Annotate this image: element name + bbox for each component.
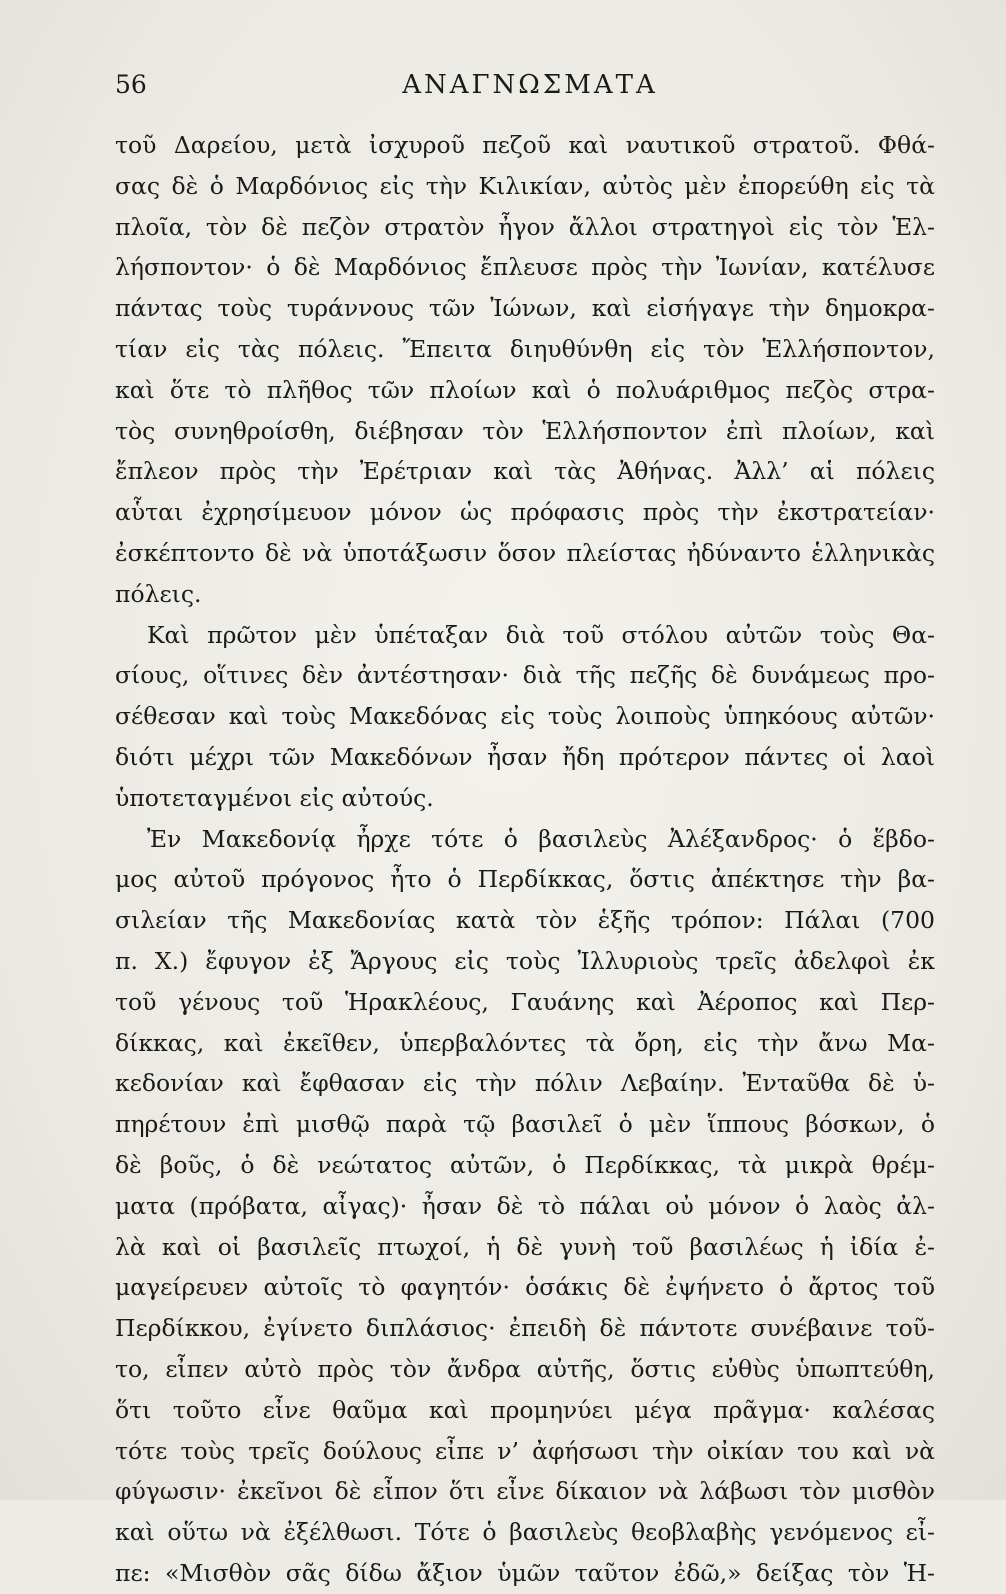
text-line: τοῦ Δαρείου, μετὰ ἰσχυροῦ πεζοῦ καὶ ναυτικοῦ στρατοῦ. Φθά- xyxy=(115,131,935,159)
text-line: Ἐν Μακεδονίᾳ ἦρχε τότε ὁ βασιλεὺς Ἀλέξανδρος· ὁ ἕβδο- xyxy=(147,824,935,853)
text-line: πάντας τοὺς τυράννους τῶν Ἰώνων, καὶ εἰσήγαγε τὴν δημοκρα- xyxy=(115,294,935,323)
text-line: καὶ οὕτω νὰ ἐξέλθωσι. Τότε ὁ βασιλεὺς θεοβλαβὴς γενόμενος εἶ- xyxy=(115,1518,935,1547)
text-line: μαγείρευεν αὐτοῖς τὸ φαγητόν· ὁσάκις δὲ ἐψήνετο ὁ ἄρτος τοῦ xyxy=(115,1273,935,1302)
page-number: 56 xyxy=(115,70,147,99)
text-line: μος αὐτοῦ πρόγονος ἦτο ὁ Περδίκκας, ὅστις ἀπέκτησε τὴν βα- xyxy=(115,865,935,894)
text-line: το, εἶπεν αὐτὸ πρὸς τὸν ἄνδρα αὐτῆς, ὅστις εὐθὺς ὑπωπτεύθη, xyxy=(115,1354,935,1383)
text-line: ὑποτεταγμένοι εἰς αὐτούς. xyxy=(115,783,434,812)
text-line: λήσποντον· ὁ δὲ Μαρδόνιος ἔπλευσε πρὸς τὴν Ἰωνίαν, κατέλυσε xyxy=(115,253,935,282)
text-line: αὗται ἐχρησίμευον μόνον ὡς πρόφασις πρὸς τὴν ἐκστρατείαν· xyxy=(115,498,935,527)
text-line: τοῦ γένους τοῦ Ἡρακλέους, Γαυάνης καὶ Ἀέροπος καὶ Περ- xyxy=(115,987,935,1016)
text-line: σας δὲ ὁ Μαρδόνιος εἰς τὴν Κιλικίαν, αὐτὸς μὲν ἐπορεύθη εἰς τὰ xyxy=(115,171,935,200)
text-line: φύγωσιν· ἐκεῖνοι δὲ εἶπον ὅτι εἶνε δίκαιον νὰ λάβωσι τὸν μισθὸν xyxy=(115,1477,935,1506)
body-text xyxy=(115,125,935,1594)
text-line: ὅτι τοῦτο εἶνε θαῦμα καὶ προμηνύει μέγα πρᾶγμα· καλέσας xyxy=(115,1395,935,1424)
text-line: σέθεσαν καὶ τοὺς Μακεδόνας εἰς τοὺς λοιποὺς ὑπηκόους αὐτῶν· xyxy=(115,702,935,731)
text-line: τότε τοὺς τρεῖς δούλους εἶπε ν’ ἀφήσωσι τὴν οἰκίαν του καὶ νὰ xyxy=(115,1436,935,1465)
text-line: πε: «Μισθὸν σᾶς δίδω ἄξιον ὑμῶν ταῦτον ἐδῶ,» δείξας τὸν Ἡ- xyxy=(115,1558,935,1587)
text-line: λὰ καὶ οἱ βασιλεῖς πτωχοί, ἡ δὲ γυνὴ τοῦ βασιλέως ἡ ἰδία ἐ- xyxy=(115,1232,935,1261)
text-line: πλοῖα, τὸν δὲ πεζὸν στρατὸν ἦγον ἄλλοι στρατηγοὶ εἰς τὸν Ἑλ- xyxy=(115,212,935,241)
text-line: καὶ ὅτε τὸ πλῆθος τῶν πλοίων καὶ ὁ πολυάριθμος πεζὸς στρα- xyxy=(115,375,935,404)
text-line: σίους, οἵτινες δὲν ἀντέστησαν· διὰ τῆς πεζῆς δὲ δυνάμεως προ- xyxy=(115,661,935,690)
text-line: Περδίκκου, ἐγίνετο διπλάσιος· ἐπειδὴ δὲ πάντοτε συνέβαινε τοῦ- xyxy=(115,1314,935,1343)
text-line: τίαν εἰς τὰς πόλεις. Ἔπειτα διηυθύνθη εἰς τὸν Ἑλλήσποντον, xyxy=(115,334,935,363)
text-line: σιλείαν τῆς Μακεδονίας κατὰ τὸν ἑξῆς τρόπον: Πάλαι (700 xyxy=(115,906,935,935)
text-line: πόλεις. xyxy=(115,579,202,608)
text-line: πηρέτουν ἐπὶ μισθῷ παρὰ τῷ βασιλεῖ ὁ μὲν ἵππους βόσκων, ὁ xyxy=(115,1110,935,1139)
text-line: δὲ βοῦς, ὁ δὲ νεώτατος αὐτῶν, ὁ Περδίκκας, τὰ μικρὰ θρέμ- xyxy=(115,1150,935,1179)
text-line: δίκκας, καὶ ἐκεῖθεν, ὑπερβαλόντες τὰ ὄρη, εἰς τὴν ἄνω Μα- xyxy=(115,1028,935,1057)
text-line: κεδονίαν καὶ ἔφθασαν εἰς τὴν πόλιν Λεβαίην. Ἐνταῦθα δὲ ὑ- xyxy=(115,1069,935,1098)
text-line: ἔπλεον πρὸς τὴν Ἐρέτριαν καὶ τὰς Ἀθήνας. Ἀλλ’ αἱ πόλεις xyxy=(115,457,935,486)
text-line: ἐσκέπτοντο δὲ νὰ ὑποτάξωσιν ὅσον πλείστας ἠδύναντο ἑλληνικὰς xyxy=(115,538,935,567)
text-line: Καὶ πρῶτον μὲν ὑπέταξαν διὰ τοῦ στόλου αὐτῶν τοὺς Θα- xyxy=(147,620,935,649)
text-line: π. Χ.) ἔφυγον ἐξ Ἄργους εἰς τοὺς Ἰλλυριοὺς τρεῖς ἀδελφοὶ ἐκ xyxy=(115,946,935,975)
text-line: διότι μέχρι τῶν Μακεδόνων ἦσαν ἤδη πρότερον πάντες οἱ λαοὶ xyxy=(115,742,935,771)
running-title: ΑΝΑΓΝΩΣΜΑΤΑ xyxy=(402,70,658,100)
page-header xyxy=(115,70,945,114)
text-line: τὸς συνηθροίσθη, διέβησαν τὸν Ἑλλήσποντον ἐπὶ πλοίων, καὶ xyxy=(115,416,935,445)
text-line: ματα (πρόβατα, αἶγας)· ἦσαν δὲ τὸ πάλαι οὐ μόνον ὁ λαὸς ἀλ- xyxy=(115,1191,935,1220)
